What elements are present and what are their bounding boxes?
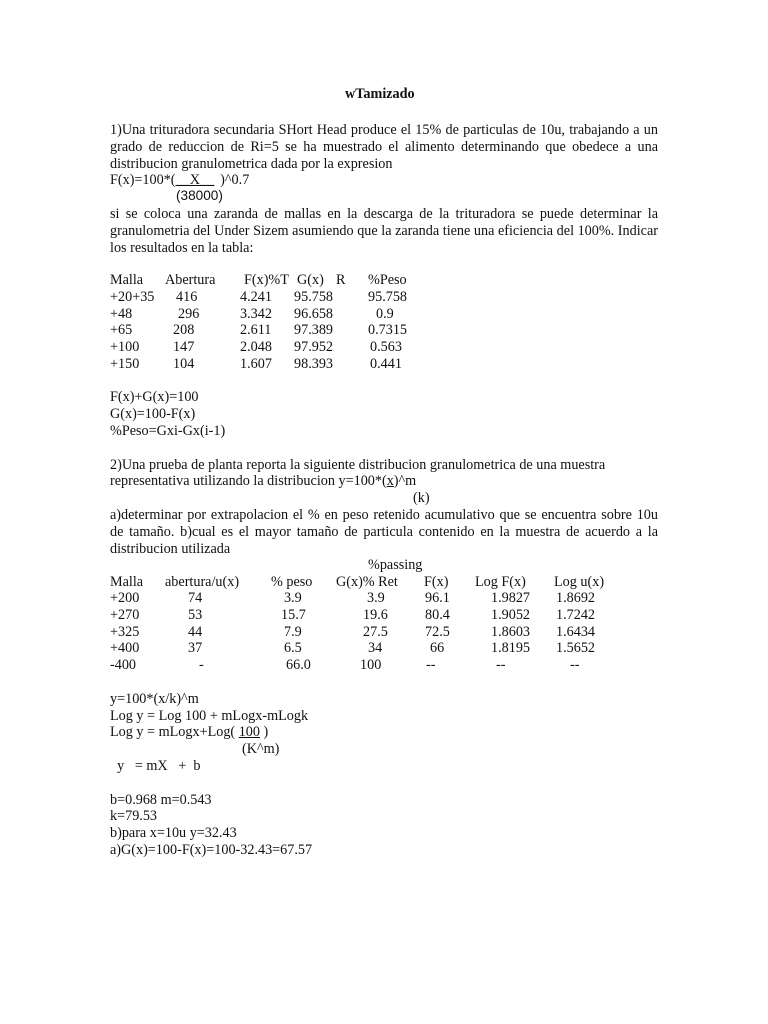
table-cell: 208	[173, 322, 195, 338]
equation: G(x)=100-F(x)	[110, 406, 196, 422]
equation	[110, 724, 268, 741]
eq-pre: Log y = mLogx+Log(	[110, 724, 239, 740]
table-cell: --	[570, 657, 580, 673]
table-cell: 1.8692	[556, 590, 596, 606]
table-cell: 100	[360, 657, 382, 673]
table-cell: +48	[110, 306, 133, 322]
table-cell: 2.611	[240, 322, 272, 338]
table-row	[110, 640, 658, 657]
table-cell: 104	[173, 356, 195, 372]
result: a)G(x)=100-F(x)=100-32.43=67.57	[110, 842, 313, 858]
col-header: Abertura	[165, 272, 216, 288]
table-cell: +325	[110, 624, 140, 640]
table-cell: 6.5	[284, 640, 302, 656]
col-header: F(x)%T	[244, 272, 289, 288]
equation: F(x)+G(x)=100	[110, 389, 199, 405]
table-cell: --	[426, 657, 436, 673]
col-header: F(x)	[424, 574, 449, 590]
equation: Log y = Log 100 + mLogx-mLogk	[110, 708, 309, 724]
table-cell: --	[496, 657, 506, 673]
table-cell: 1.607	[240, 356, 272, 372]
table-cell: 66	[430, 640, 445, 656]
table-cell: 3.342	[240, 306, 272, 322]
table-cell: 296	[178, 306, 200, 322]
table-row	[110, 322, 658, 339]
table-cell: 0.441	[370, 356, 402, 372]
table-cell: +20+35	[110, 289, 155, 305]
table-cell: 27.5	[363, 624, 388, 640]
result: b)para x=10u y=32.43	[110, 825, 237, 841]
table-cell: +270	[110, 607, 140, 623]
col-header: Log u(x)	[554, 574, 605, 590]
eq-post: )	[259, 724, 269, 740]
document-title: wTamizado	[345, 86, 415, 102]
table-row	[110, 590, 658, 607]
table-cell: 1.7242	[556, 607, 596, 623]
table-cell: 95.758	[294, 289, 334, 305]
table-cell: 44	[188, 624, 203, 640]
table-row	[110, 356, 658, 373]
col-header: abertura/u(x)	[165, 574, 240, 590]
formula-2-denominator: (k)	[413, 490, 430, 506]
table-cell: 96.1	[425, 590, 450, 606]
col-header: G(x)	[297, 272, 324, 288]
table-cell: 74	[188, 590, 203, 606]
table-cell: 1.6434	[556, 624, 596, 640]
table-cell: 80.4	[425, 607, 450, 623]
formula-1-post: )^0.7	[220, 172, 250, 188]
table-cell: 0.9	[376, 306, 394, 322]
col-header: Malla	[110, 574, 144, 590]
table-row	[110, 624, 658, 641]
intro-text: representativa utilizando la distribucion y=100*(	[110, 473, 387, 489]
table-cell: 4.241	[240, 289, 272, 305]
table-cell: +65	[110, 322, 133, 338]
table-row	[110, 657, 658, 674]
table-2-header	[110, 574, 658, 591]
intro-exp: )^m	[393, 473, 417, 489]
problem-2-intro-line1: 2)Una prueba de planta reporta la siguiente distribucion granulometrica de una muestra	[110, 457, 606, 473]
table-row	[110, 289, 658, 306]
table-cell: 98.393	[294, 356, 334, 372]
col-header: R	[336, 272, 346, 288]
formula-1	[110, 172, 249, 189]
table-cell: +400	[110, 640, 140, 656]
equation: y = mX + b	[110, 758, 201, 774]
table-cell: 96.658	[294, 306, 334, 322]
table-cell: 37	[188, 640, 203, 656]
equation-denominator: (K^m)	[242, 741, 280, 757]
table-row	[110, 306, 658, 323]
table-cell: 95.758	[368, 289, 408, 305]
table-1-header	[110, 272, 658, 289]
result: b=0.968 m=0.543	[110, 792, 212, 808]
table-cell: 66.0	[286, 657, 311, 673]
col-header: %Peso	[368, 272, 407, 288]
table-cell: 147	[173, 339, 195, 355]
formula-1-denominator: (38000)	[176, 188, 223, 203]
col-header: % peso	[271, 574, 313, 590]
problem-1-intro: 1)Una trituradora secundaria SHort Head produce el 15% de particulas de 10u, trabajando a un grado de reduccion de Ri=5 se ha muestrado el alimento determinando que obedece a una distribucion granulometrica dada por la expresion	[110, 122, 658, 172]
table-cell: 53	[188, 607, 203, 623]
table-cell: +100	[110, 339, 140, 355]
table-cell: +200	[110, 590, 140, 606]
equation: %Peso=Gxi-Gx(i-1)	[110, 423, 226, 439]
col-header: G(x)% Ret	[336, 574, 398, 590]
table-cell: 416	[176, 289, 198, 305]
table-cell: 3.9	[284, 590, 302, 606]
table-cell: 19.6	[363, 607, 388, 623]
problem-1-text: si se coloca una zaranda de mallas en la descarga de la trituradora se puede determinar la granulometria del Under Sizem asumiendo que la zaranda tiene una eficiencia del 100%. Indicar los resultados en la tabla:	[110, 206, 658, 256]
table-cell: 97.952	[294, 339, 334, 355]
formula-1-pre: F(x)=100*(	[110, 172, 176, 188]
table-cell: 1.8195	[491, 640, 531, 656]
table-cell: 1.5652	[556, 640, 596, 656]
col-header: Log F(x)	[475, 574, 526, 590]
table-cell: 1.9827	[491, 590, 531, 606]
problem-2-text: a)determinar por extrapolacion el % en peso retenido acumulativo que se encuentra sobre 10u de tamaño. b)cual es el mayor tamaño de particula contenido en la muestra de acuerdo a la distribucion utilizada	[110, 507, 658, 557]
table-cell: 0.563	[370, 339, 402, 355]
table-cell: 15.7	[281, 607, 306, 623]
table-cell: 1.8603	[491, 624, 531, 640]
eq-numerator: 100	[238, 724, 260, 740]
table-cell: -400	[110, 657, 137, 673]
table-cell: 1.9052	[491, 607, 531, 623]
table-cell: 97.389	[294, 322, 334, 338]
table-cell: -	[199, 657, 204, 673]
table-cell: 3.9	[367, 590, 385, 606]
equation: y=100*(x/k)^m	[110, 691, 199, 707]
intro-x: x	[386, 473, 394, 489]
formula-1-numerator: __X__	[175, 172, 215, 188]
passing-label: %passing	[368, 557, 423, 573]
table-cell: 2.048	[240, 339, 272, 355]
col-header: Malla	[110, 272, 144, 288]
table-row	[110, 339, 658, 356]
table-cell: +150	[110, 356, 140, 372]
result: k=79.53	[110, 808, 158, 824]
table-cell: 72.5	[425, 624, 450, 640]
table-cell: 0.7315	[368, 322, 408, 338]
problem-2-intro-line2	[110, 473, 416, 490]
table-cell: 34	[368, 640, 383, 656]
table-cell: 7.9	[284, 624, 302, 640]
table-row	[110, 607, 658, 624]
